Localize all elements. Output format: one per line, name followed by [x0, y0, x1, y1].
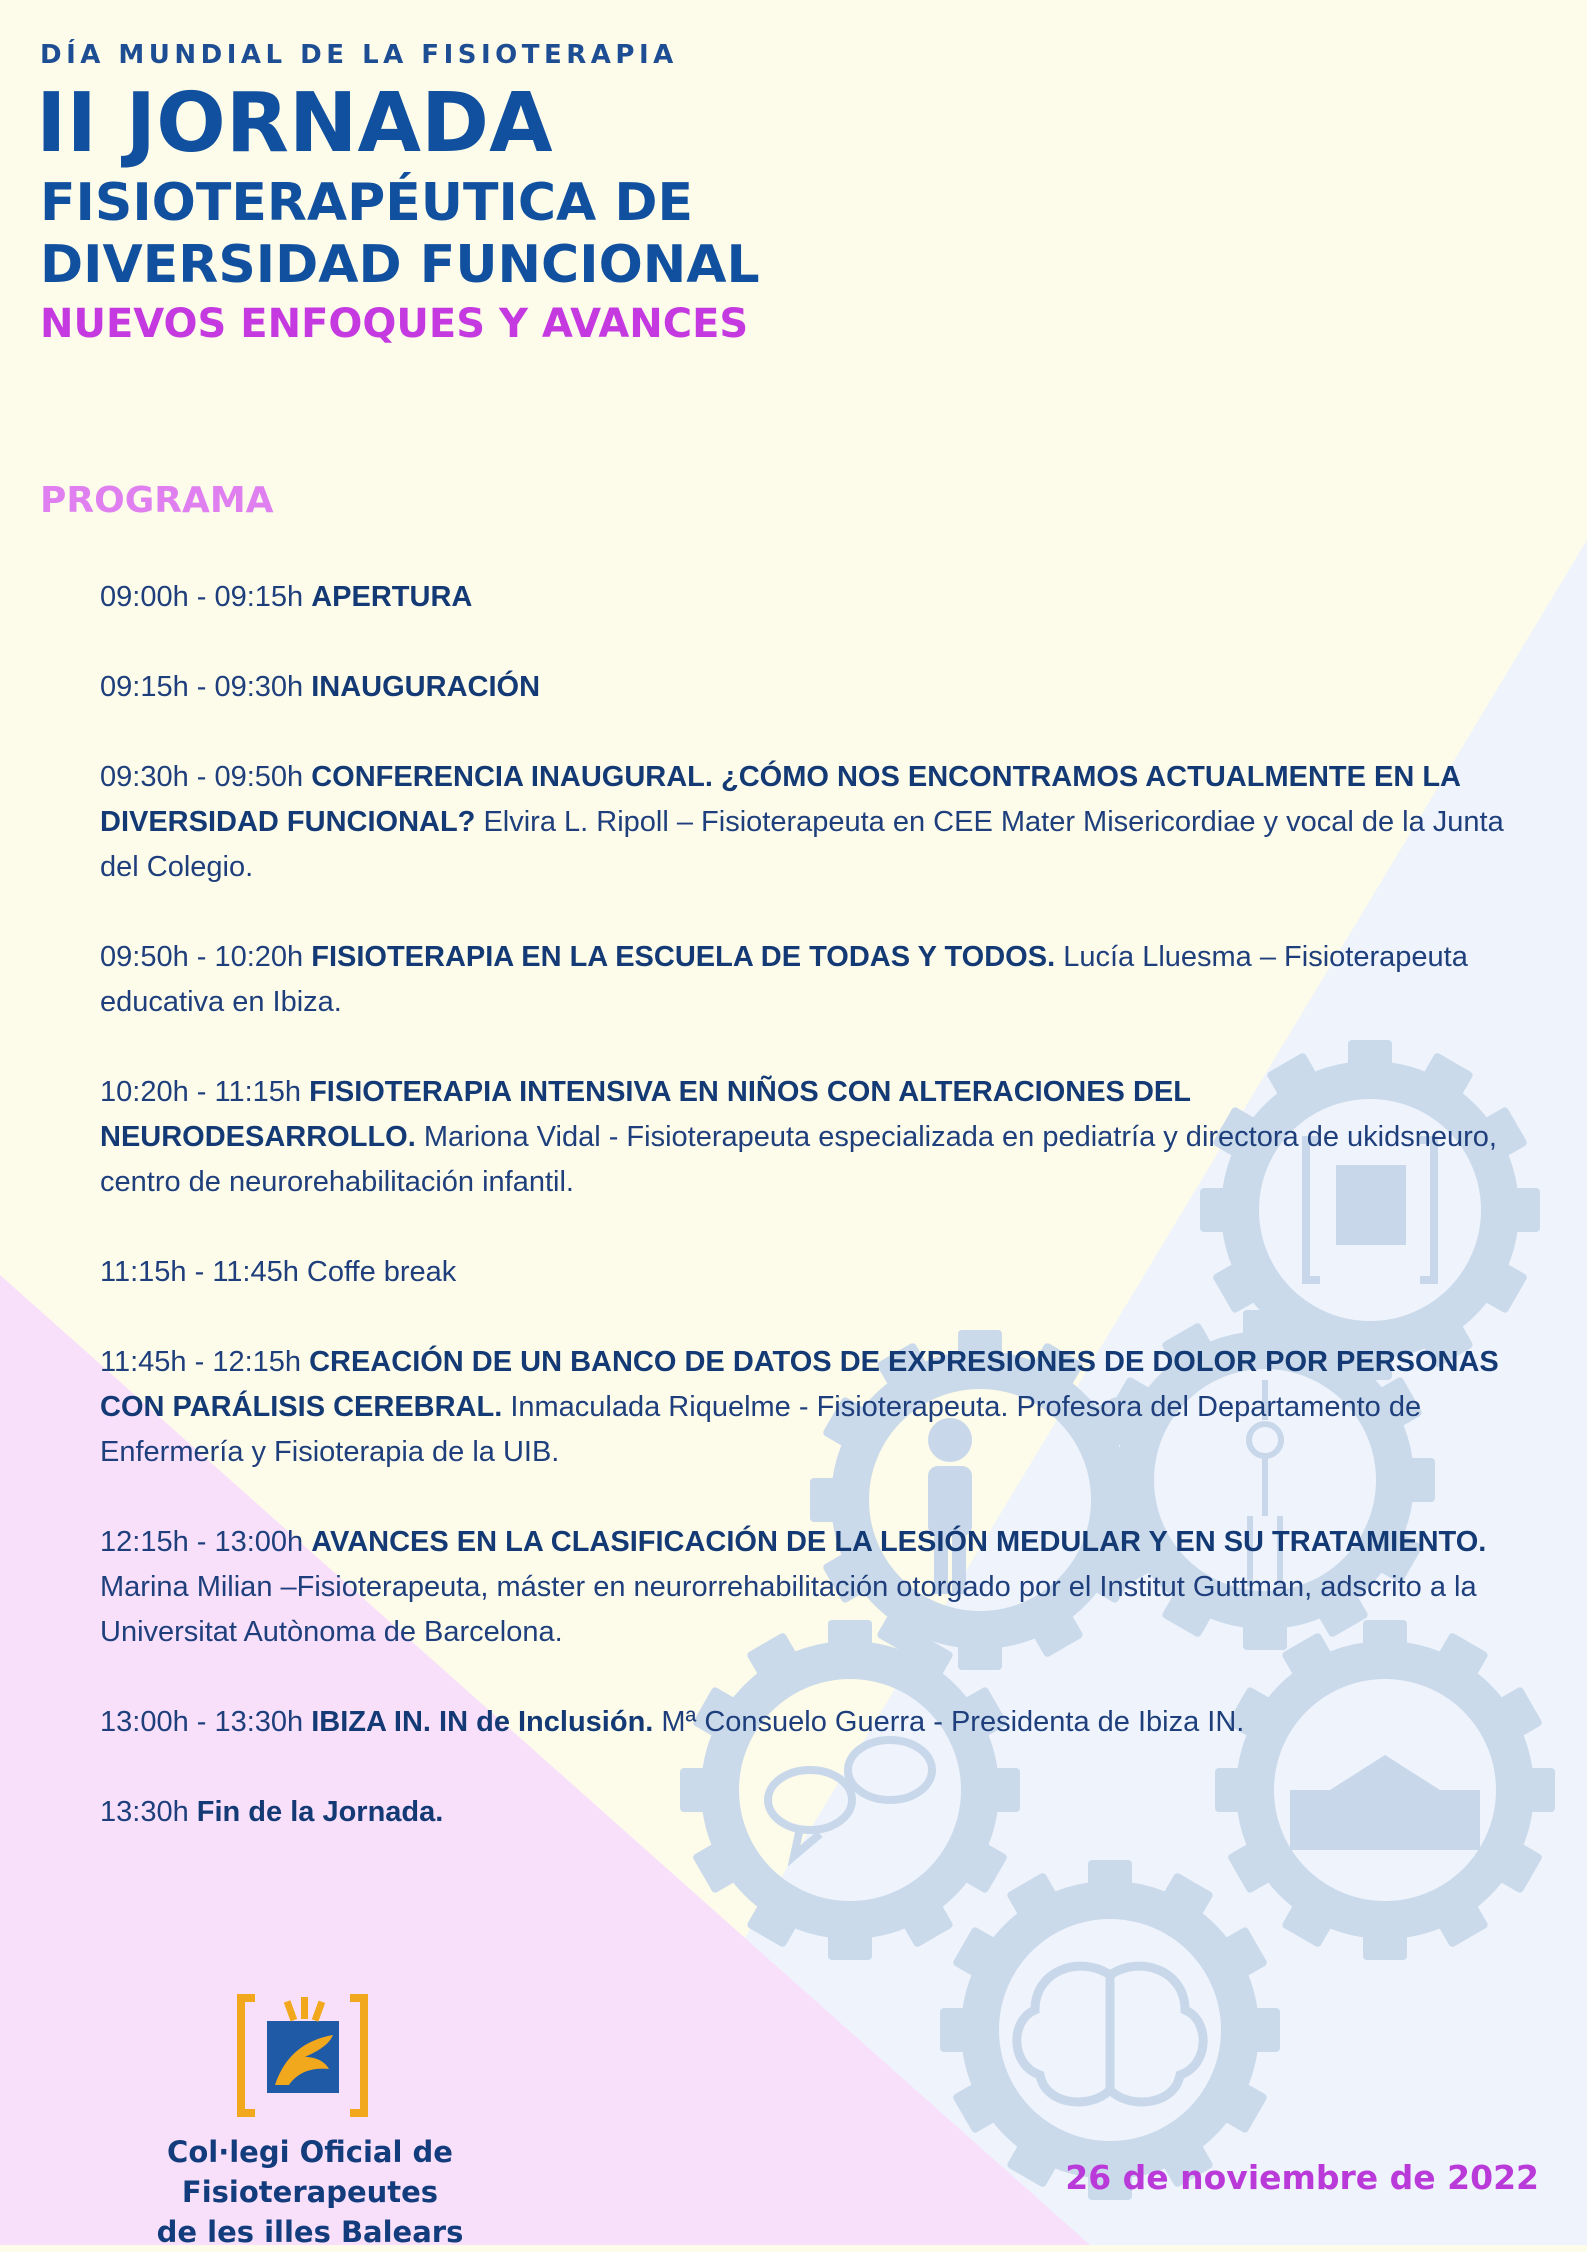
program-time: 13:00h - 13:30h	[100, 1706, 312, 1738]
event-date: 26 de noviembre de 2022	[1065, 2158, 1539, 2197]
program-item	[100, 935, 1510, 1025]
program-title: Fin de la Jornada.	[196, 1796, 444, 1828]
program-desc: Marina Milian –Fisioterapeuta, máster en neurorrehabilitación otorgado por el Institut Guttman, adscrito a la Universitat Autònoma de Barcelona.	[100, 1571, 1477, 1648]
program-list	[100, 575, 1510, 1880]
program-time: 09:50h - 10:20h	[100, 941, 312, 973]
program-item	[100, 755, 1510, 890]
program-item	[100, 1070, 1510, 1205]
program-item	[100, 1340, 1510, 1475]
college-logo-icon	[235, 1993, 370, 2118]
program-title: FISIOTERAPIA EN LA ESCUELA DE TODAS Y TODOS.	[311, 941, 1056, 973]
program-title: INAUGURACIÓN	[311, 671, 541, 703]
program-time: 11:15h - 11:45h Coffe break	[100, 1256, 457, 1288]
program-time: 09:15h - 09:30h	[100, 671, 312, 703]
header	[36, 40, 760, 352]
organization-name	[40, 2132, 580, 2252]
program-desc: Inmaculada Riquelme - Fisioterapeuta. Profesora del Departamento de Enfermería y Fisioterapia de la UIB.	[100, 1391, 1422, 1468]
event-subtitle: NUEVOS ENFOQUES Y AVANCES	[40, 301, 749, 347]
program-desc: Elvira L. Ripoll – Fisioterapeuta en CEE Mater Misericordiae y vocal de la Junta del Colegio.	[100, 806, 1504, 883]
program-title: FISIOTERAPIA INTENSIVA EN NIÑOS CON ALTERACIONES DEL NEURODESARROLLO.	[100, 1076, 1191, 1153]
program-item	[100, 1520, 1510, 1655]
program-time: 13:30h	[100, 1796, 197, 1828]
program-title: CREACIÓN DE UN BANCO DE DATOS DE EXPRESIONES DE DOLOR POR PERSONAS CON PARÁLISIS CEREBRAL.	[100, 1346, 1499, 1423]
program-desc: Mª Consuelo Guerra - Presidenta de Ibiza IN.	[653, 1706, 1245, 1738]
program-item	[100, 1700, 1510, 1745]
program-title: IBIZA IN. IN de Inclusión.	[311, 1706, 654, 1738]
program-item	[100, 1250, 1510, 1295]
program-heading: PROGRAMA	[40, 480, 274, 521]
event-title-line3: DIVERSIDAD FUNCIONAL	[40, 235, 760, 295]
event-eyebrow: DÍA MUNDIAL DE LA FISIOTERAPIA	[40, 40, 678, 70]
program-desc: Mariona Vidal - Fisioterapeuta especializada en pediatría y directora de ukidsneuro, centro de neurorehabilitación infantil.	[100, 1121, 1497, 1198]
program-item	[100, 1790, 1510, 1835]
org-line1: Col·legi Oficial de Fisioterapeutes	[167, 2135, 453, 2209]
program-time: 09:00h - 09:15h	[100, 581, 312, 613]
program-desc: Lucía Lluesma – Fisioterapeuta educativa en Ibiza.	[100, 941, 1468, 1018]
program-title: AVANCES EN LA CLASIFICACIÓN DE LA LESIÓN MEDULAR Y EN SU TRATAMIENTO.	[311, 1526, 1487, 1558]
program-item	[100, 575, 1510, 620]
event-title-line2: FISIOTERAPÉUTICA DE	[40, 173, 694, 233]
event-title-line1: II JORNADA	[36, 76, 553, 171]
program-time: 11:45h - 12:15h	[100, 1346, 310, 1378]
program-time: 10:20h - 11:15h	[100, 1076, 310, 1108]
program-title: CONFERENCIA INAUGURAL. ¿CÓMO NOS ENCONTRAMOS ACTUALMENTE EN LA DIVERSIDAD FUNCIONAL?	[100, 761, 1460, 838]
program-time: 09:30h - 09:50h	[100, 761, 312, 793]
program-item	[100, 665, 1510, 710]
org-line2: de les illes Balears	[156, 2215, 464, 2249]
program-title: APERTURA	[311, 581, 473, 613]
program-time: 12:15h - 13:00h	[100, 1526, 312, 1558]
